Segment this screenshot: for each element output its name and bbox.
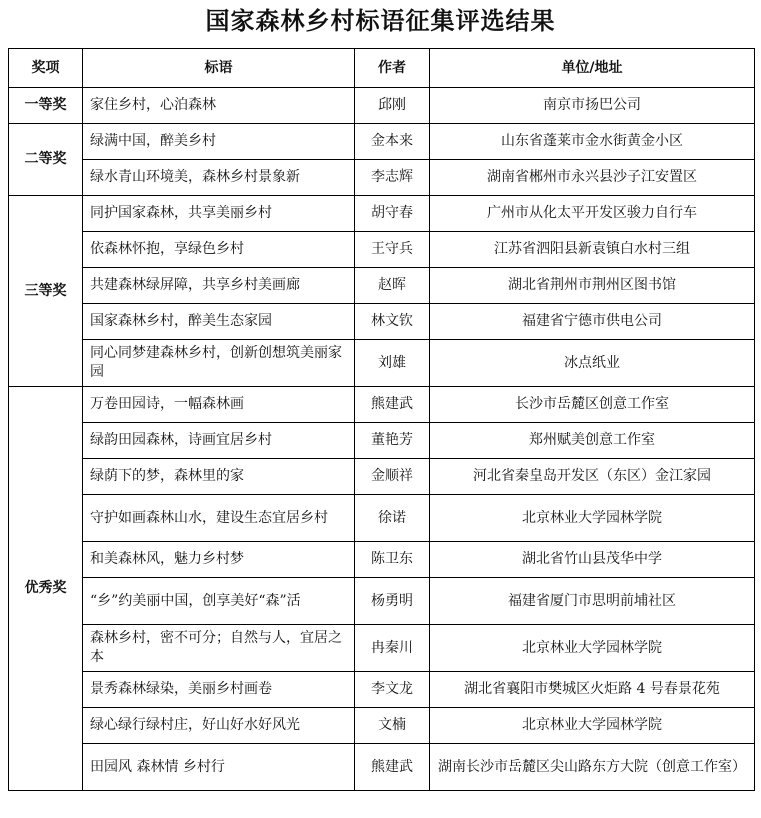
author-cell: 陈卫东: [355, 542, 430, 578]
slogan-cell: 绿满中国，醉美乡村: [83, 124, 355, 160]
author-cell: 徐诺: [355, 495, 430, 542]
award-cell: 二等奖: [9, 124, 83, 196]
table-row: [9, 542, 755, 578]
unit-cell: 江苏省泗阳县新袁镇白水村三组: [430, 232, 755, 268]
table-row: [9, 232, 755, 268]
slogan-cell: 森林乡村，密不可分；自然与人，宜居之本: [83, 625, 355, 672]
unit-cell: 福建省厦门市思明前埔社区: [430, 578, 755, 625]
slogan-cell: 万卷田园诗，一幅森林画: [83, 387, 355, 423]
page-title: 国家森林乡村标语征集评选结果: [205, 6, 556, 35]
table-row: [9, 459, 755, 495]
table-row: [9, 423, 755, 459]
author-cell: 熊建武: [355, 744, 430, 791]
unit-cell: 长沙市岳麓区创意工作室: [430, 387, 755, 423]
table-row: [9, 304, 755, 340]
author-cell: 李文龙: [355, 672, 430, 708]
header-unit: 单位/地址: [430, 49, 755, 88]
table-row: [9, 672, 755, 708]
author-cell: 董艳芳: [355, 423, 430, 459]
unit-cell: 湖北省荆州市荆州区图书馆: [430, 268, 755, 304]
slogan-cell: 国家森林乡村，醉美生态家园: [83, 304, 355, 340]
header-slogan: 标语: [83, 49, 355, 88]
table-row: [9, 578, 755, 625]
author-cell: 冉秦川: [355, 625, 430, 672]
unit-cell: 河北省秦皇岛开发区（东区）金江家园: [430, 459, 755, 495]
unit-cell: 郑州赋美创意工作室: [430, 423, 755, 459]
author-cell: 刘雄: [355, 340, 430, 387]
slogan-cell: 景秀森林绿染，美丽乡村画卷: [83, 672, 355, 708]
slogan-cell: 同护国家森林，共享美丽乡村: [83, 196, 355, 232]
unit-cell: 山东省蓬莱市金水街黄金小区: [430, 124, 755, 160]
author-cell: 赵晖: [355, 268, 430, 304]
header-award: 奖项: [9, 49, 83, 88]
slogan-cell: 同心同梦建森林乡村，创新创想筑美丽家园: [83, 340, 355, 387]
author-cell: 王守兵: [355, 232, 430, 268]
slogan-cell: 绿荫下的梦，森林里的家: [83, 459, 355, 495]
table-row: [9, 268, 755, 304]
author-cell: 胡守春: [355, 196, 430, 232]
table-header-row: [9, 49, 755, 88]
slogan-cell: 守护如画森林山水，建设生态宜居乡村: [83, 495, 355, 542]
author-cell: 金本来: [355, 124, 430, 160]
unit-cell: 北京林业大学园林学院: [430, 625, 755, 672]
unit-cell: 湖南长沙市岳麓区尖山路东方大院（创意工作室）: [430, 744, 755, 791]
unit-cell: 广州市从化太平开发区骏力自行车: [430, 196, 755, 232]
slogan-cell: 依森林怀抱，享绿色乡村: [83, 232, 355, 268]
slogan-cell: “乡”约美丽中国，创享美好“森”活: [83, 578, 355, 625]
unit-cell: 湖北省襄阳市樊城区火炬路 4 号春景花苑: [430, 672, 755, 708]
slogan-cell: 田园风 森林情 乡村行: [83, 744, 355, 791]
award-cell: 一等奖: [9, 88, 83, 124]
slogan-cell: 绿水青山环境美，森林乡村景象新: [83, 160, 355, 196]
table-row: [9, 625, 755, 672]
slogan-cell: 绿韵田园森林，诗画宜居乡村: [83, 423, 355, 459]
award-cell: 优秀奖: [9, 387, 83, 791]
slogan-cell: 绿心绿行绿村庄，好山好水好风光: [83, 708, 355, 744]
slogan-cell: 共建森林绿屏障，共享乡村美画廊: [83, 268, 355, 304]
award-cell: 三等奖: [9, 196, 83, 387]
unit-cell: 福建省宁德市供电公司: [430, 304, 755, 340]
slogan-cell: 家住乡村，心泊森林: [83, 88, 355, 124]
table-row: [9, 495, 755, 542]
table-row: [9, 708, 755, 744]
author-cell: 熊建武: [355, 387, 430, 423]
author-cell: 文楠: [355, 708, 430, 744]
header-author: 作者: [355, 49, 430, 88]
author-cell: 金顺祥: [355, 459, 430, 495]
results-table: [8, 48, 755, 791]
table-row: [9, 744, 755, 791]
author-cell: 李志辉: [355, 160, 430, 196]
unit-cell: 南京市扬巴公司: [430, 88, 755, 124]
unit-cell: 冰点纸业: [430, 340, 755, 387]
slogan-cell: 和美森林风，魅力乡村梦: [83, 542, 355, 578]
author-cell: 林文钦: [355, 304, 430, 340]
unit-cell: 湖北省竹山县茂华中学: [430, 542, 755, 578]
table-row: [9, 387, 755, 423]
table-row: [9, 196, 755, 232]
table-row: [9, 160, 755, 196]
unit-cell: 北京林业大学园林学院: [430, 495, 755, 542]
author-cell: 邱刚: [355, 88, 430, 124]
table-row: [9, 88, 755, 124]
table-row: [9, 340, 755, 387]
author-cell: 杨勇明: [355, 578, 430, 625]
unit-cell: 北京林业大学园林学院: [430, 708, 755, 744]
unit-cell: 湖南省郴州市永兴县沙子江安置区: [430, 160, 755, 196]
table-row: [9, 124, 755, 160]
table-body: [9, 88, 755, 791]
